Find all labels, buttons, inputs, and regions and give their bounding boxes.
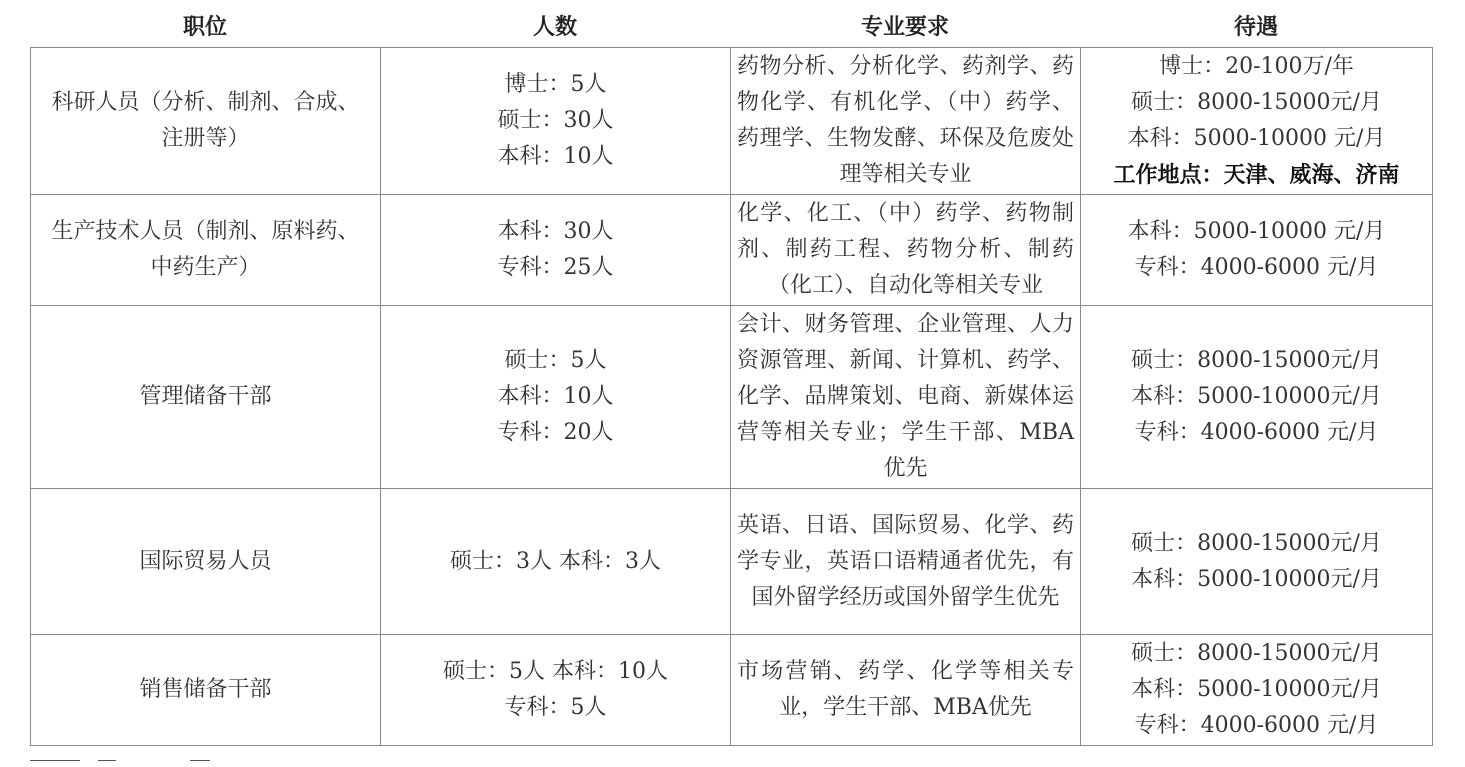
cell-line: 本科：5000-10000 元/月 — [1127, 126, 1386, 151]
cell-line: 国际贸易人员 — [139, 548, 272, 574]
headcount-cell — [381, 195, 731, 306]
cell-line: 管理储备干部 — [139, 384, 272, 409]
cell-line: 硕士：30人 — [497, 108, 614, 133]
table-row — [31, 195, 1433, 306]
cell-line: 硕士：3人 本科：3人 — [450, 548, 661, 574]
cell-line: 本科：5000-10000元/月 — [1131, 566, 1382, 592]
recruitment-table — [30, 47, 1433, 746]
cell-line: 本科：5000-10000元/月 — [1131, 384, 1382, 409]
position-cell — [31, 48, 381, 195]
cell-line: 硕士：5人 — [504, 348, 607, 373]
cell-line: 硕士：8000-15000元/月 — [1131, 90, 1382, 115]
divider — [30, 760, 80, 761]
cell-line: 专科：20人 — [497, 420, 614, 445]
salary-cell — [1081, 635, 1433, 746]
table-row — [31, 635, 1433, 746]
cell-line: 硕士：8000-15000元/月 — [1131, 641, 1382, 666]
work-location: 工作地点：天津、威海、济南 — [1113, 162, 1400, 188]
major-cell: 会计、财务管理、企业管理、人力资源管理、新闻、计算机、药学、化学、品牌策划、电商、新媒体运营等相关专业；学生干部、MBA优先 — [731, 306, 1081, 489]
salary-cell — [1081, 195, 1433, 306]
cell-line: 本科：5000-10000 元/月 — [1127, 219, 1386, 244]
cell-line: 专科：25人 — [497, 255, 614, 280]
headcount-cell — [381, 489, 731, 635]
salary-cell — [1081, 48, 1433, 195]
major-cell: 英语、日语、国际贸易、化学、药学专业，英语口语精通者优先，有国外留学经历或国外留学生优先 — [731, 489, 1081, 635]
cell-line: 本科：10人 — [497, 144, 614, 169]
position-cell — [31, 489, 381, 635]
header-major: 专业要求 — [860, 14, 949, 40]
salary-cell — [1081, 306, 1433, 489]
divider — [190, 760, 210, 761]
cell-line: 专科：4000-6000 元/月 — [1134, 420, 1379, 445]
cell-line: 销售储备干部 — [139, 677, 272, 702]
major-cell: 药物分析、分析化学、药剂学、药物化学、有机化学、（中）药学、药理学、生物发酵、环保及危废处理等相关专业 — [731, 48, 1081, 195]
cell-line: 科研人员（分析、制剂、合成、 — [51, 90, 360, 115]
headcount-cell — [381, 48, 731, 195]
header-headcount: 人数 — [532, 14, 577, 40]
cell-line: 专科：4000-6000 元/月 — [1134, 255, 1379, 280]
cell-line: 硕士：8000-15000元/月 — [1131, 348, 1382, 373]
major-cell: 化学、化工、（中）药学、药物制剂、制药工程、药物分析、制药（化工）、自动化等相关专业 — [731, 195, 1081, 306]
position-cell — [31, 635, 381, 746]
table-row — [31, 306, 1433, 489]
cell-line: 博士：20-100万/年 — [1159, 54, 1354, 79]
cell-line: 专科：5人 — [504, 695, 607, 720]
header-salary: 待遇 — [1233, 14, 1278, 40]
headcount-cell — [381, 306, 731, 489]
cell-line: 博士：5人 — [504, 72, 607, 97]
headcount-cell — [381, 635, 731, 746]
cell-line: 注册等） — [161, 126, 250, 151]
major-cell: 市场营销、药学、化学等相关专业，学生干部、MBA优先 — [731, 635, 1081, 746]
cell-line: 本科：30人 — [497, 219, 614, 244]
cell-line: 生产技术人员（制剂、原料药、 — [51, 219, 360, 244]
cell-line: 本科：5000-10000元/月 — [1131, 677, 1382, 702]
position-cell — [31, 306, 381, 489]
position-cell — [31, 195, 381, 306]
cell-line: 中药生产） — [150, 255, 261, 280]
cell-line: 专科：4000-6000 元/月 — [1134, 713, 1379, 738]
header-position: 职位 — [182, 14, 227, 40]
cell-line: 硕士：8000-15000元/月 — [1131, 530, 1382, 556]
table-row — [31, 48, 1433, 195]
cell-line: 本科：10人 — [497, 384, 614, 409]
cell-line: 硕士：5人 本科：10人 — [443, 659, 668, 684]
table-row — [31, 489, 1433, 635]
salary-cell — [1081, 489, 1433, 635]
divider — [98, 760, 116, 761]
